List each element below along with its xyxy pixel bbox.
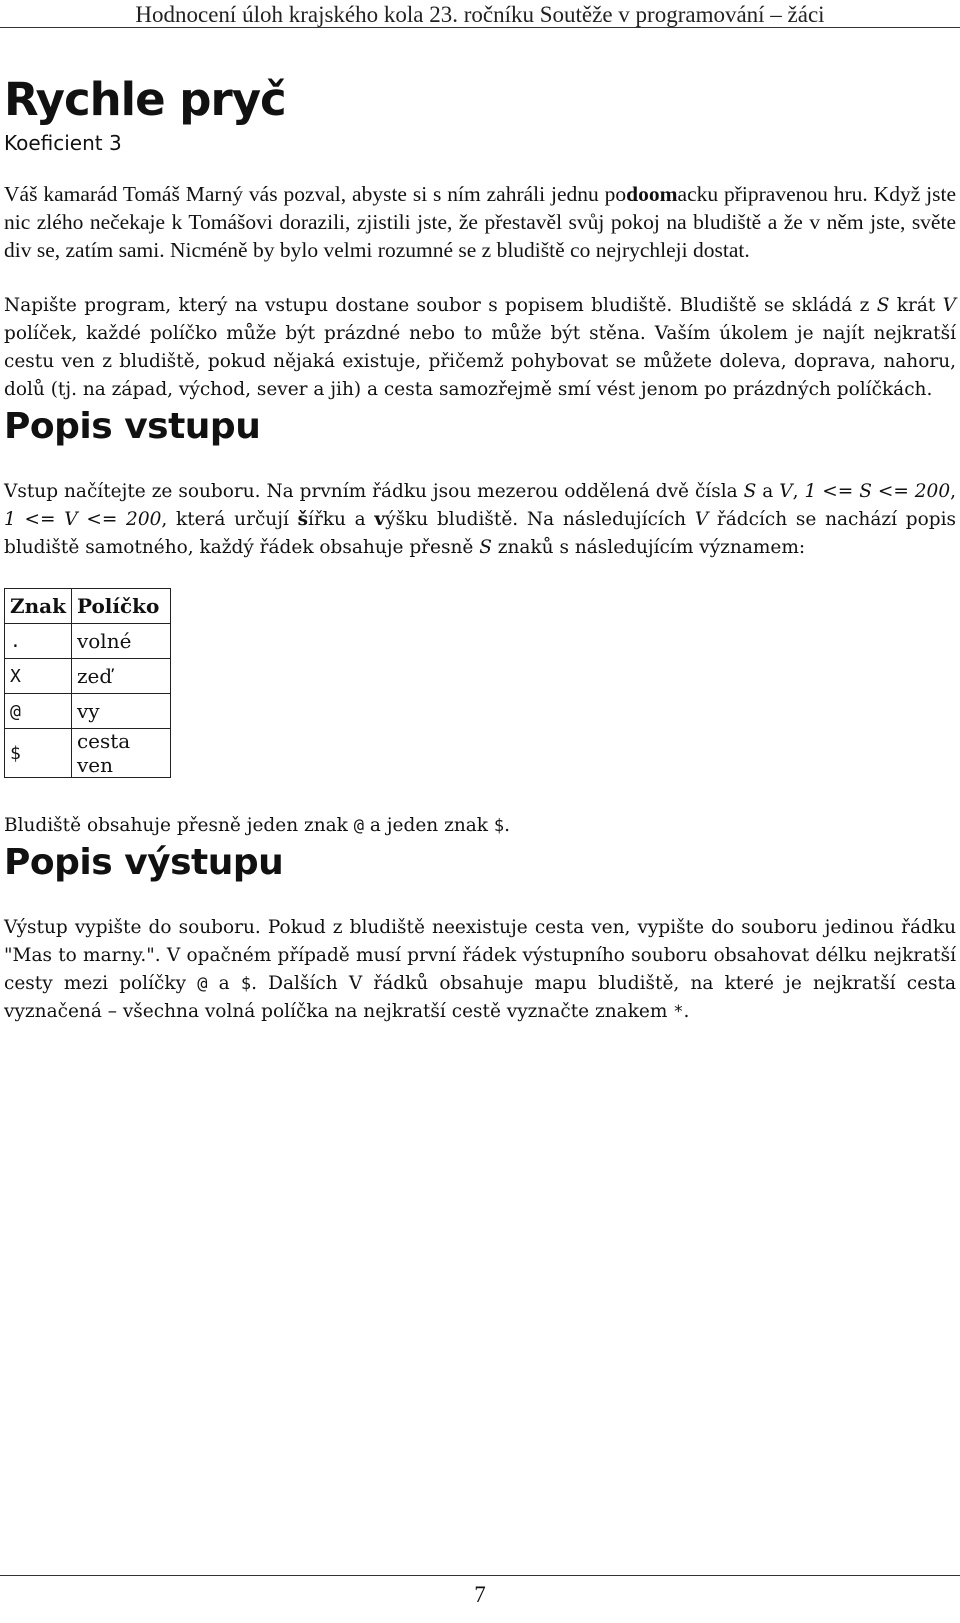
range-v: 1 <= V <= 200: [4, 509, 162, 530]
code-at: @: [353, 816, 365, 836]
statement-text: Napište program, který na vstupu dostane soubor s popisem bludiště. Bludiště se skládá z: [4, 295, 877, 316]
var-s: S: [876, 295, 890, 316]
symbol-cell: @: [5, 694, 72, 729]
input-text: , která určují: [161, 509, 298, 530]
note-text: Bludiště obsahuje přesně jeden znak: [4, 815, 354, 836]
meaning-cell: volné: [71, 624, 170, 659]
output-text: . Dalších V řádků obsahuje mapu bludiště, na které je nejkratší cesta vyznačená – všechna volná políčka na nejkratší cestě vyznačte znakem: [4, 973, 956, 1022]
bold-letter: š: [297, 509, 309, 530]
meaning-cell: cesta ven: [71, 729, 170, 778]
table-header-row: [5, 589, 171, 624]
input-text: ýšku bludiště. Na následujících: [385, 509, 695, 530]
var-s: S: [479, 537, 492, 558]
meaning-cell: vy: [71, 694, 170, 729]
intro-bold-doom: doom: [626, 182, 678, 206]
page-number: 7: [474, 1582, 486, 1607]
meaning-cell: zeď: [71, 659, 170, 694]
symbol-legend-table: [4, 588, 171, 778]
running-header: Hodnocení úloh krajského kola 23. ročníku Soutěže v programování – žáci: [135, 2, 825, 27]
input-description: [4, 478, 956, 562]
code-star: *: [673, 1002, 684, 1022]
var-v: V: [779, 481, 793, 502]
input-text: ,: [950, 481, 956, 502]
intro-paragraph: [4, 180, 956, 264]
bold-letter: v: [374, 509, 386, 530]
input-text: řádcích se nachází popis bludiště samotného, každý řádek obsahuje přesně: [4, 509, 956, 558]
var-v: V: [942, 295, 956, 316]
symbol-cell: $: [5, 729, 72, 778]
code-at: @: [197, 974, 208, 994]
footer-rule: [0, 1575, 960, 1576]
statement-text: krát: [889, 295, 943, 316]
page-content: [4, 72, 956, 1026]
maze-note: [4, 812, 956, 840]
input-text: znaků s následujícím významem:: [491, 537, 806, 558]
table-row: [5, 729, 171, 778]
table-row: [5, 694, 171, 729]
task-statement: [4, 292, 956, 404]
var-s: S: [743, 481, 757, 502]
code-dollar: $: [493, 816, 505, 836]
input-text: ,: [792, 481, 805, 502]
output-text: a: [207, 973, 241, 994]
output-description: [4, 914, 956, 1026]
table-row: [5, 624, 171, 659]
range-s: 1 <= S <= 200: [804, 481, 951, 502]
symbol-cell: .: [5, 624, 72, 659]
header-rule: [0, 27, 960, 28]
var-v: V: [694, 509, 709, 530]
symbol-cell: X: [5, 659, 72, 694]
task-coefficient: Koeficient 3: [4, 131, 122, 155]
task-title: Rychle pryč: [4, 73, 286, 126]
input-text: Vstup načítejte ze souboru. Na prvním řádku jsou mezerou oddělená dvě čísla: [4, 481, 744, 502]
table-header-cell: Políčko: [71, 589, 170, 624]
output-text: .: [683, 1001, 690, 1022]
intro-text-2: acku připravenou hru. Když jste nic zlého nečekaje k Tomášovi dorazili, zjistili jste, že přestavěl svůj pokoj na bludiště a že v něm jste, světe div se, zatím sami. Nicméně by bylo velmi rozumné se z bludiště co nejrychleji dostat.: [4, 182, 956, 262]
output-text: Výstup vypište do souboru. Pokud z bludiště neexistuje cesta ven, vypište do souboru jedinou řádku "Mas to marny.". V opačném případě musí první řádek výstupního souboru obsahovat délku nejkratší cesty mezi políčky: [4, 917, 956, 994]
code-dollar: $: [240, 974, 252, 994]
output-heading: Popis výstupu: [4, 842, 284, 883]
note-text: .: [504, 815, 510, 836]
input-heading: Popis vstupu: [4, 406, 261, 447]
table-row: [5, 659, 171, 694]
input-text: a: [756, 481, 780, 502]
intro-text-1: Váš kamarád Tomáš Marný vás pozval, abyste si s ním zahráli jednu po: [4, 182, 627, 206]
note-text: a jeden znak: [364, 815, 494, 836]
input-text: ířku a: [308, 509, 375, 530]
table-header-cell: Znak: [5, 589, 72, 624]
statement-text: políček, každé políčko může být prázdné nebo to může být stěna. Vaším úkolem je najít nejkratší cestu ven z bludiště, pokud nějaká existuje, přičemž pohybovat se můžete doleva, doprava, nahoru, dolů (tj. na západ, východ, sever a jih) a cesta samozřejmě smí vést jenom po prázdných políčkách.: [4, 323, 956, 400]
